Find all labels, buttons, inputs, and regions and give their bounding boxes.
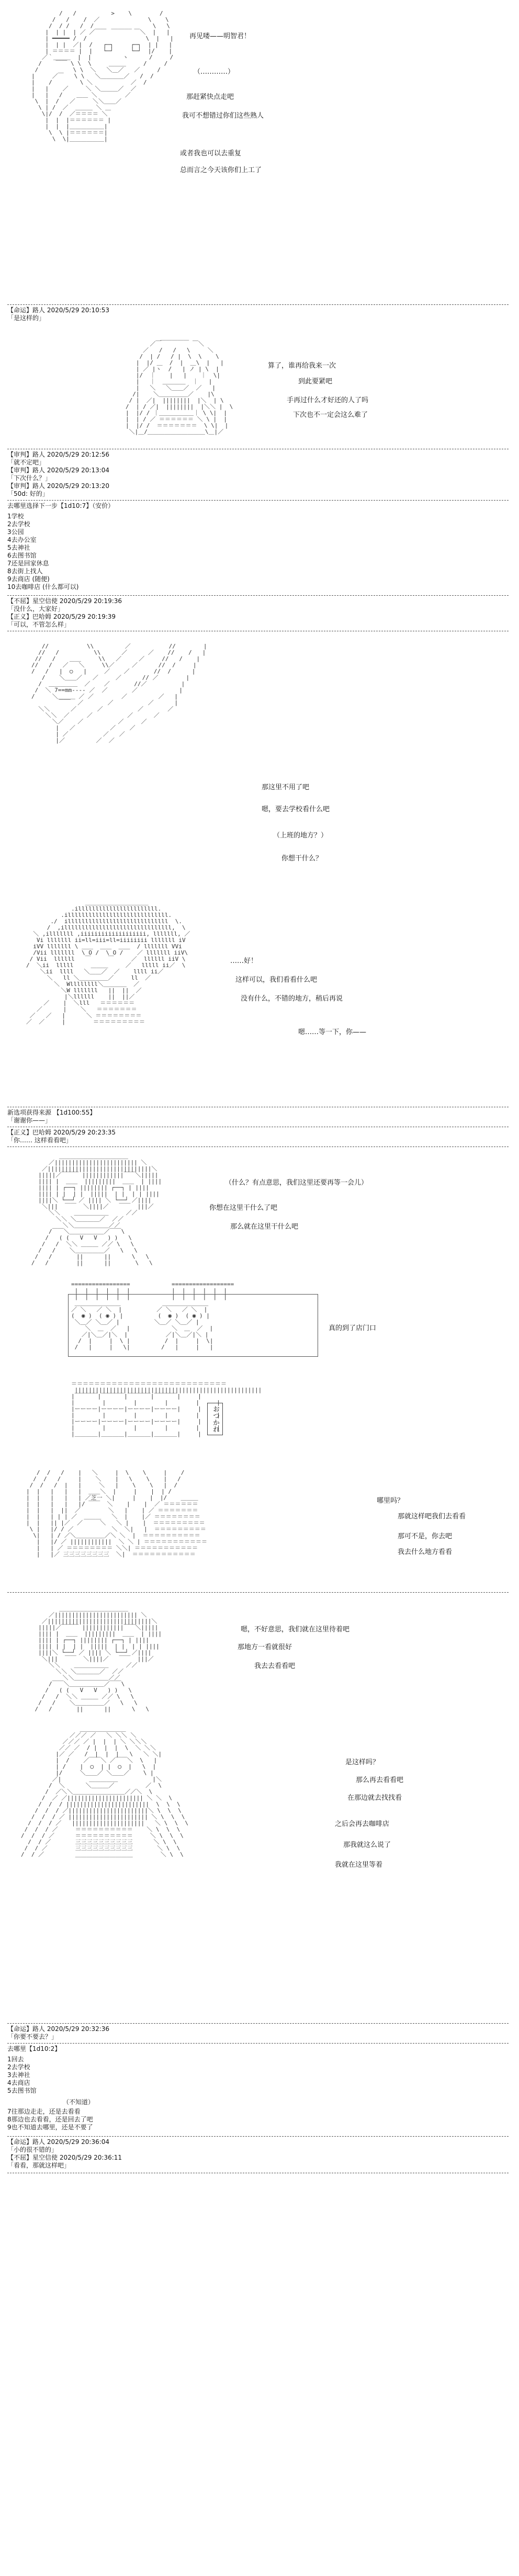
post-comment: 「谢谢你——」 (7, 1117, 52, 1124)
dialogue-line: 嗯，不好意思，我们就在这里待着吧 (241, 1626, 350, 1633)
choice-option: 2去学校 (7, 2063, 30, 2071)
dialogue-line: 总而言之今天该你们上工了 (180, 166, 262, 174)
post-meta: 新选项获得来源 【1d100:55】 (7, 1109, 96, 1116)
choice-option: 4去商店 (7, 2079, 30, 2086)
post-meta: 【不屈】星空信使 2020/5/29 20:36:11 (7, 2154, 122, 2161)
post-comment: 「下次什么？」 (7, 474, 52, 482)
dialogue-line: 是这样吗？ (345, 1758, 380, 1766)
choice-option: 4去办公室 (7, 536, 37, 543)
post-comment: 「你要不要去？」 (7, 2033, 58, 2040)
ascii-art-scene-3: // \\ ／ // | // / \\ ／ ／ // / | // / ＿＿ \\ ／ ／ // / | // / ／ ＼ \\／ ／ // / | / / | ○ | ／ ／ // / | / ＼＿＿／ ／ ／ // ／ | / ＿＿＿＿＿ ／ ／ //／ | / ＼ 7==mm---- ／ ／ ／ | / ＼＿＿＿ ／ ／ ／ ／ | ￣￣ ／ ／ ／ | ＼＼ ／ ／ ／ ／ ＼＼ ／ ／ ／ ／ ＼／ ／ ／ ／ | ／ ／ ／ | ／ ／ ／ |／ ／ ／ (31, 643, 207, 744)
choice-option: 9也不知道去哪里，还是不要了 (7, 2124, 93, 2131)
dialogue-line: 我去什么地方看看 (398, 1548, 453, 1556)
dialogue-line: 哪里吗？ (377, 1497, 404, 1505)
ascii-art-scene-6: ================= ================== | | | | | | | | | | | | | | | | | | | | | | | | ＿＿＿＿＿＿＿＿ ＿＿＿＿＿＿＿＿ ／ ＼ ／ ＼ | ／ ＼ ／ ＼ | ( ◉ ) ( ◉ ) | ( ◉ ) ( ◉ ) | ＼＿／ ＼＿／ | ＼＿／ ＼＿／ | ＼ ＿ ／ | ＼ ＿ ／ | ／|＼＿／|＼ | ／|＼＿／|＼ | / | | \ | / | | \| / | | \| / | | | (71, 1281, 234, 1351)
shop-sign: おつかれ (207, 1403, 223, 1435)
dialogue-line: 之后会再去咖啡店 (335, 1820, 390, 1828)
choice-option: 6去图书馆 (7, 552, 37, 559)
choice-option: 1回去 (7, 2056, 24, 2063)
dialogue-line: 手再过什么才好还的人了吗 (287, 396, 369, 404)
post-comment: 「50d: 好的」 (7, 490, 49, 497)
choice-option: 5去图书馆 (7, 2087, 37, 2094)
dialogue-line: 那赶紧快点走吧 (186, 93, 234, 101)
ascii-art-scene-5: ＿＿＿＿＿＿＿＿＿＿＿＿ ／|||||||||||||||||||||||| ＼ ／||||||||||||||||||||||||||||||＼ |||||／￣￣￣ ||||||||||||￣￣＼||||| |||| | ＿＿ ||||||||| ＿＿ | |||| |||| | ┌──┐ |||||||| ┌──┐ | |||| |||| | | | | ||||| | | | | |||| ||||＼ └──┘ ／ |||| ＼ └──┘ ／|||| ＼||| ￣￣ ＼||||／ ￣￣ |||／ ＼＼ ＿＿＿＿＿＿ ／／ ＼＼ ＼＿＿＿＿／ ／／ ＼＼＿＿＿＿＿＿／／ /￣￣＼＿＿＿＿＿＿／￣￣\ / ( ( V V ) ) \ / / ＼＼ ＿＿＿ ／／ \ \ / / ＼＿＿＿＿＿／ \ \ / / || || \ \ / / || || \ \ (31, 1153, 162, 1266)
dialogue-line: 那么再去看看吧 (356, 1776, 404, 1784)
dialogue-line: 嗯……等一下，你—— (298, 1028, 367, 1036)
dialogue-line: ……好！ (230, 957, 258, 965)
post-comment: 「是这样的」 (7, 314, 46, 322)
post-meta: 【审判】路人 2020/5/29 20:13:04 (7, 467, 110, 474)
choice-note: （不知道） (63, 2098, 95, 2106)
post-meta: 【审判】路人 2020/5/29 20:12:56 (7, 451, 110, 458)
divider (7, 2023, 509, 2024)
dialogue-line: 真的到了店门口 (329, 1324, 377, 1332)
dialogue-line: 你想在这里干什么了吧 (209, 1204, 278, 1212)
dialogue-line: 我就在这里等着 (335, 1861, 383, 1869)
ascii-art-scene-2: ＿＿＿＿＿ ／￣ ￣＼ ／ / / \ ＼ / | / / | \ \ \ | |/ ＿ / | ＿\ | | | ／ |ヽ / | ノ | \ | |/ ｜ | | ｜ \| | ｜ ＿＿＿＿ ｜ | | ＼ ＼＿＿／ ／ | /| ＼＿＿＿＿＿／ |\ / | ／| |||||||| |＼ | \ / | / ／| |||||||| |＼＼ | \ | |/ / ｜＿＿＿＿＿＿｜ \ \| | | | / ／ ＝＝＝＝＝＝ ＼ \ | | | |/ / ＝＝＝＝＝＝＝ \ \| | ＼|＿/＿＿＿＿＿＿＿＿＿＿\＿|／ (126, 334, 233, 435)
dialogue-line: 那可不是，你去吧 (398, 1533, 453, 1540)
choice-option: 10去咖啡店 (什么都可以) (7, 583, 79, 591)
choice-option: 7往那边走走，还是去看看 (7, 2108, 81, 2115)
post-comment: 「可以，不管怎么样」 (7, 621, 71, 628)
post-comment: 「看看，那就这样吧」 (7, 2162, 71, 2169)
post-comment: 「小的很不错的」 (7, 2146, 58, 2153)
choice-option: 8去街上找人 (7, 568, 43, 575)
dialogue-line: 那我就这么说了 (343, 1841, 391, 1849)
choice-title: 去哪里选择下一步【1d10:7】（安价） (7, 502, 115, 509)
ascii-art-scene-7: / / / | ＼ | \ \ | / / / / | ＼ | \ \ | / / / / | | ＼ | \ \ | / | | | | | ＿＿＼ | | | | / | | | | | ／芝一 ＼| | | |/ ＿＿＿ | | | | |/ ￣￣ ＼ | | ／ ＝＝＝＝＝＝ | | | || ／ ＼ | | ／ ＝＝＝＝＝＝＝ | | | | | ／ ＿＿＿ ＼ | |／ ＝＝＝＝＝＝＝＝ | | || |／ ／ ＼ ＼ | | ＝＝＝＝＝＝＝＝＝ \ | |/ / ／ ＼ ＼| | ＝＝＝＝＝＝＝＝＝ \| | / ／＼＿＿＿＿＿／＼ ＼ | ＝＝＝＝＝＝＝＝＝＝ | |/ ／ |||||||||||| ＼ ＼ | ＝＝＝＝＝＝＝＝＝＝＝ | | ／ ＝＝＝＝＝＝＝＝ ＼＼| ＝＝＝＝＝＝＝＝＝＝＝ | |／ 三三三三三三三三 ＼| ＝＝＝＝＝＝＝＝＝＝＝ (26, 1469, 208, 1558)
dialogue-line: 这样可以，我们看看什么吧 (235, 976, 318, 984)
choice-option: 3去神社 (7, 2071, 30, 2079)
dialogue-line: 嗯，要去学校看什么吧 (262, 805, 330, 813)
dialogue-line: 我去去看看吧 (254, 1662, 296, 1670)
post-comment: 「你…… 这样看看吧」 (7, 1137, 72, 1144)
dialogue-line: 算了，谁再给我来一次 (268, 362, 336, 370)
divider (7, 1592, 509, 1593)
post-meta: 【命运】路人 2020/5/29 20:36:04 (7, 2138, 110, 2146)
choice-option: 7还是回家休息 (7, 560, 49, 567)
ascii-art-scene-9: ＿＿＿＿＿＿＿＿ ／／／ ／ ＼ ＼＼ ＼ ／／／ ／ | | | ＼ ＼＼＼ ／／ ／ / | | | \ ＼ ＼＼ |／ ／ / | | | \ ＼ ＼| | / ／￣￣＼ ／￣￣＼ \ | | / | ◯ | | ◯ | \ | |/ ＼＿＿／ ＼＿＿／ \ | ／| ＿＿＿＿＿ |＼ / ＼ ＼＿＿＿／ ／ \ / ／＼＼＿＿＿＿＿＿＿＿＿／／＼ \ / ／ ／|||||||||||||||||||||| ＼ ＼ \ / / / |||||||||||||||||||||||| \ \ \ / / / ／|||||||||||||||||||||||＼ \ \ \ / / / ／ ||||||||||||||||||||||| ＼ \ \ \ / / / ／ ||||||||||||||||||||| ＼ \ \ \ / / / ／ ＝＝＝＝＝＝＝＝＝＝ ＼ \ \ \ / / / ／ ＝＝＝＝＝＝＝＝＝＝ ＼ \ \ \ / / ／ 三三三三三三三三三三 ＼ \ \ / / ／ 三三三三三三三三三三 ＼ \ \ / / ／ ＿＿＿＿＿＿＿＿＿＿ ＼ \ \ (21, 1726, 189, 1858)
dialogue-line: 那么就在这里干什么吧 (230, 1223, 299, 1231)
divider (7, 500, 509, 501)
dialogue-line: 没有什么，不错的地方，稍后再说 (241, 995, 343, 1003)
dialogue-line: 或者我也可以去重复 (180, 150, 242, 157)
post-meta: 【命运】路人 2020/5/29 20:32:36 (7, 2025, 110, 2033)
dialogue-line: 在那边就去找找看 (347, 1794, 402, 1802)
post-meta: 【正义】巴哈姆 2020/5/29 20:19:39 (7, 613, 116, 620)
post-comment: 「就不定吧」 (7, 459, 46, 466)
dialogue-line: 再见喽——明智君！ (189, 32, 251, 40)
choice-option: 2去学校 (7, 520, 30, 528)
dialogue-line: （什么？有点意思，我们这里还要再等一会儿） (225, 1179, 368, 1187)
dialogue-line: 我可不想错过你们这些熟人 (182, 112, 264, 120)
choice-option: 5去神社 (7, 544, 30, 551)
dialogue-line: 你想干什么？ (281, 855, 323, 863)
dialogue-line: 那就这样吧我们去看看 (398, 1513, 466, 1520)
post-meta: 【正义】巴哈姆 2020/5/29 20:23:35 (7, 1129, 116, 1136)
choice-title: 去哪里【1d10:2】 (7, 2045, 61, 2052)
post-meta: 【命运】路人 2020/5/29 20:10:53 (7, 307, 110, 314)
ascii-art-scene-8: ＿＿＿＿＿＿＿＿＿＿＿＿ ／|||||||||||||||||||||||| ＼ ／||||||||||||||||||||||||||||||＼ |||||／￣￣￣ ||||||||||||￣￣＼||||| |||| | ＿＿ ||||||||| ＿＿ | |||| |||| | ┌──┐ |||||||| ┌──┐ | |||| |||| | | | | ||||| | | | | |||| ||||＼ └──┘ ／ |||| ＼ └──┘ ／|||| ＼||| ￣￣ ＼||||／ ￣￣ |||／ ＼＼ ＿＿＿＿＿＿ ／／ ＼＼ ＼＿＿＿＿／ ／／ ＼＼＿＿＿＿＿＿／／ /￣￣＼＿＿＿＿＿＿／￣￣\ / ( ( V V ) ) \ / / ＼＼ ＿＿＿ ／／ \ \ / / ＼＿＿＿＿＿／ \ \ / / || || \ \ (35, 1605, 162, 1712)
ascii-art-scene-4: ＿＿＿＿＿＿＿＿＿＿＿ .illlllllllllllllllllllll. .illlllllllllllllllllllllllllll. ./ illlllllllllllllllllllllllllll \. / ,illlllllllllllllllllllllllllllll, \ ＼ ,illlllll ,iiiiiiiiiiiiiiiiiii, lllllll, ／ Vi lllllll ii=ll=iii=ll=iiiiiiii lllllll iV iVV lllllll \ ＿＿ ＿＿ ＿＿ / lllllll VVi /Vii lllllll \ O / \ O / ／ lllllll iiV\ / Vii llllll ￣ ￣ ／ llllll iiV \ / ＼ii lllll ＿＿＿ ／ lllll ii／ \ ＼ii llll ＼＿＿／ ／ llll ii／ ＼ ll ＼＿＿＿＿＿／ ll ／ ＼ Wllllllll＼＿＿＿＿ ／ ＼W lllllll || || ／ |＼llllll || ||／ ／ | ＼lll ＝＝＝＝＝＝ ／ | ＼ ＝＝＝＝＝＝＝ ／ ／ | ＼ ＝＝＝＝＝＝＝＝ ／ ／ | ＝＝＝＝＝＝＝＝＝ (26, 899, 190, 1025)
divider (7, 2043, 509, 2044)
dialogue-line: （上班的地方？） (273, 832, 328, 839)
dialogue-line: 那地方一看就很好 (238, 1643, 292, 1651)
choice-option: 1学校 (7, 513, 24, 520)
dialogue-line: 下次也不一定会这么难了 (293, 411, 368, 419)
dialogue-line: 到此要紧吧 (298, 378, 333, 385)
ascii-art-scene-1: / / > \ / / / / ／ \ \ / / / / / ______ \ \ | | | | ／ ／￣￣ ￣＼ | | | ━━━━━ / / \ | | | | | ／| / ┌─┐ ┌─┐ | | | | ＝＝＝＝ | | └─┘ └─┘ |/ | ／｀＿＿＿ | | ヽ / / / ￣￣ \ \ \ ＿＿＿ / / / \ \ ＼ ＼＿／ ／ / | ／￣ \ \ ＼＿＿＿＿／ / / | / \ ＼ ／ / | | ／ ＼ ＼＿＿＿／ ／ | | / ＿＿ ＼ ／ \ | / ／ ＼＼＿＿／ \ | / ／ ＿＿＿ ＼ ＿ \|/ / ／＝＝＝＝ ＼ | | |＝＝＝＝＝＝ | | | |＿＿＿＿＿＿| \ \ |＝＝＝＝＝＝| \ \|＿＿＿＿＿＿| (31, 10, 174, 142)
choice-option: 3公园 (7, 528, 24, 536)
post-comment: 「没什么，大家好」 (7, 605, 64, 612)
post-meta: 【审判】路人 2020/5/29 20:13:20 (7, 482, 110, 490)
divider (7, 2136, 509, 2137)
dialogue-line: 那这里不用了吧 (262, 784, 310, 791)
dialogue-line: （…………） (194, 68, 235, 76)
choice-option: 9去商店 (随便) (7, 575, 50, 583)
post-meta: 【不屈】星空信使 2020/5/29 20:19:36 (7, 597, 122, 605)
choice-option: 8那边也去看看，还是回去了吧 (7, 2116, 93, 2123)
divider (7, 595, 509, 596)
divider (7, 304, 509, 305)
ascii-art-storefront: ＝＝＝＝＝＝＝＝＝＝＝＝＝＝＝＝＝＝＝＝＝＝＝＝＝＝＝ |||||||||||||||||||||||||||||||||||||||||||||||||||||| |￣￣￣￣|￣￣￣￣|￣￣￣￣|￣￣￣￣| | | | | | | | |ーーーー|ーーーー|ーーーー|ーーーー| | | | | | | | |ーーーー|ーーーー|ーーーー|ーーーー| | | | | | | | |＿＿＿＿|＿＿＿＿|＿＿＿＿|＿＿＿＿| | (71, 1380, 262, 1437)
